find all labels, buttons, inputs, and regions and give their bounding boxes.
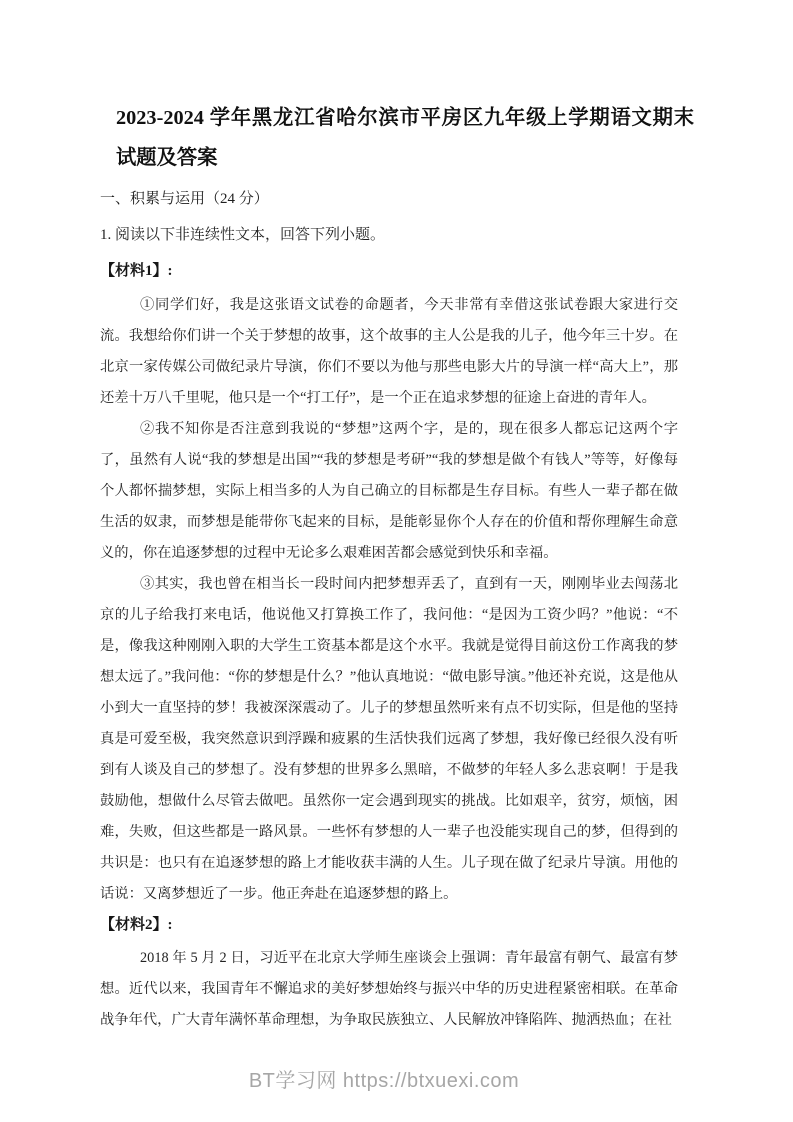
- section-heading: 一、积累与运用（24 分）: [100, 191, 269, 207]
- material1-paragraph-1: ①同学们好，我是这张语文试卷的命题者，今天非常有幸借这张试卷跟大家进行交流。我想给你们讲一个关于梦想的故事，这个故事的主人公是我的儿子，他今年三十岁。在北京一家传媒公司做纪录片导演，你们不要以为他与那些电影大片的导演一样“高大上”，那还差十万八千里呢，他只是一个“打工仔”，是一个正在追求梦想的征途上奋进的青年人。: [100, 297, 678, 406]
- material1-paragraph-3: ③其实，我也曾在相当长一段时间内把梦想弄丢了，直到有一天，刚刚毕业去闯荡北京的儿子给我打来电话，他说他又打算换工作了，我问他：“是因为工资少吗？”他说：“不是，像我这种刚刚入职的大学生工资基本都是这个水平。我就是觉得目前这份工作离我的梦想太远了。”我问他：“你的梦想是什么？”他认真地说：“做电影导演。”他还补充说，这是他从小到大一直坚持的梦！我被深深震动了。儿子的梦想虽然听来有点不切实际，但是他的坚持真是可爱至极，我突然意识到浮躁和疲累的生活快我们远离了梦想，我好像已经很久没有听到有人谈及自己的梦想了。没有梦想的世界多么黑暗，不做梦的年轻人多么悲哀啊！于是我鼓励他，想做什么尽管去做吧。虽然你一定会遇到现实的挑战。比如艰辛，贫穷，烦恼，困难，失败，但这些都是一路风景。一些怀有梦想的人一辈子也没能实现自己的梦，但得到的共识是：也只有在追逐梦想的路上才能收获丰满的人生。儿子现在做了纪录片导演。用他的话说：又离梦想近了一步。他正奔赴在追逐梦想的路上。: [100, 576, 678, 902]
- footer-watermark: BT学习网 https://btxuexi.com: [248, 1070, 520, 1092]
- doc-title: 2023-2024 学年黑龙江省哈尔滨市平房区九年级上学期语文期末试题及答案: [116, 107, 694, 169]
- material1-paragraph-2: ②我不知你是否注意到我说的“梦想”这两个字，是的，现在很多人都忘记这两个字了，虽然有人说“我的梦想是出国”“我的梦想是考研”“我的梦想是做个有钱人”等等，好像每个人都怀揣梦想，实际上相当多的人为自己确立的目标都是生存目标。有些人一辈子都在做生活的奴隶，而梦想是能带你飞起来的目标，是能彰显你个人存在的价值和帮你理解生命意义的，你在追逐梦想的过程中无论多么艰难困苦都会感觉到快乐和幸福。: [100, 421, 678, 561]
- material1-label: 【材料1】:: [100, 263, 173, 279]
- material2-paragraph-1: 2018 年 5 月 2 日，习近平在北京大学师生座谈会上强调：青年最富有朝气、最富有梦想。近代以来，我国青年不懈追求的美好梦想始终与振兴中华的历史进程紧密相联。在革命战争年代，广大青年满怀革命理想，为争取民族独立、人民解放冲锋陷阵、抛洒热血；在社: [100, 950, 678, 1028]
- question-1: 1. 阅读以下非连续性文本，回答下列小题。: [100, 227, 386, 243]
- material2-label: 【材料2】:: [100, 917, 173, 933]
